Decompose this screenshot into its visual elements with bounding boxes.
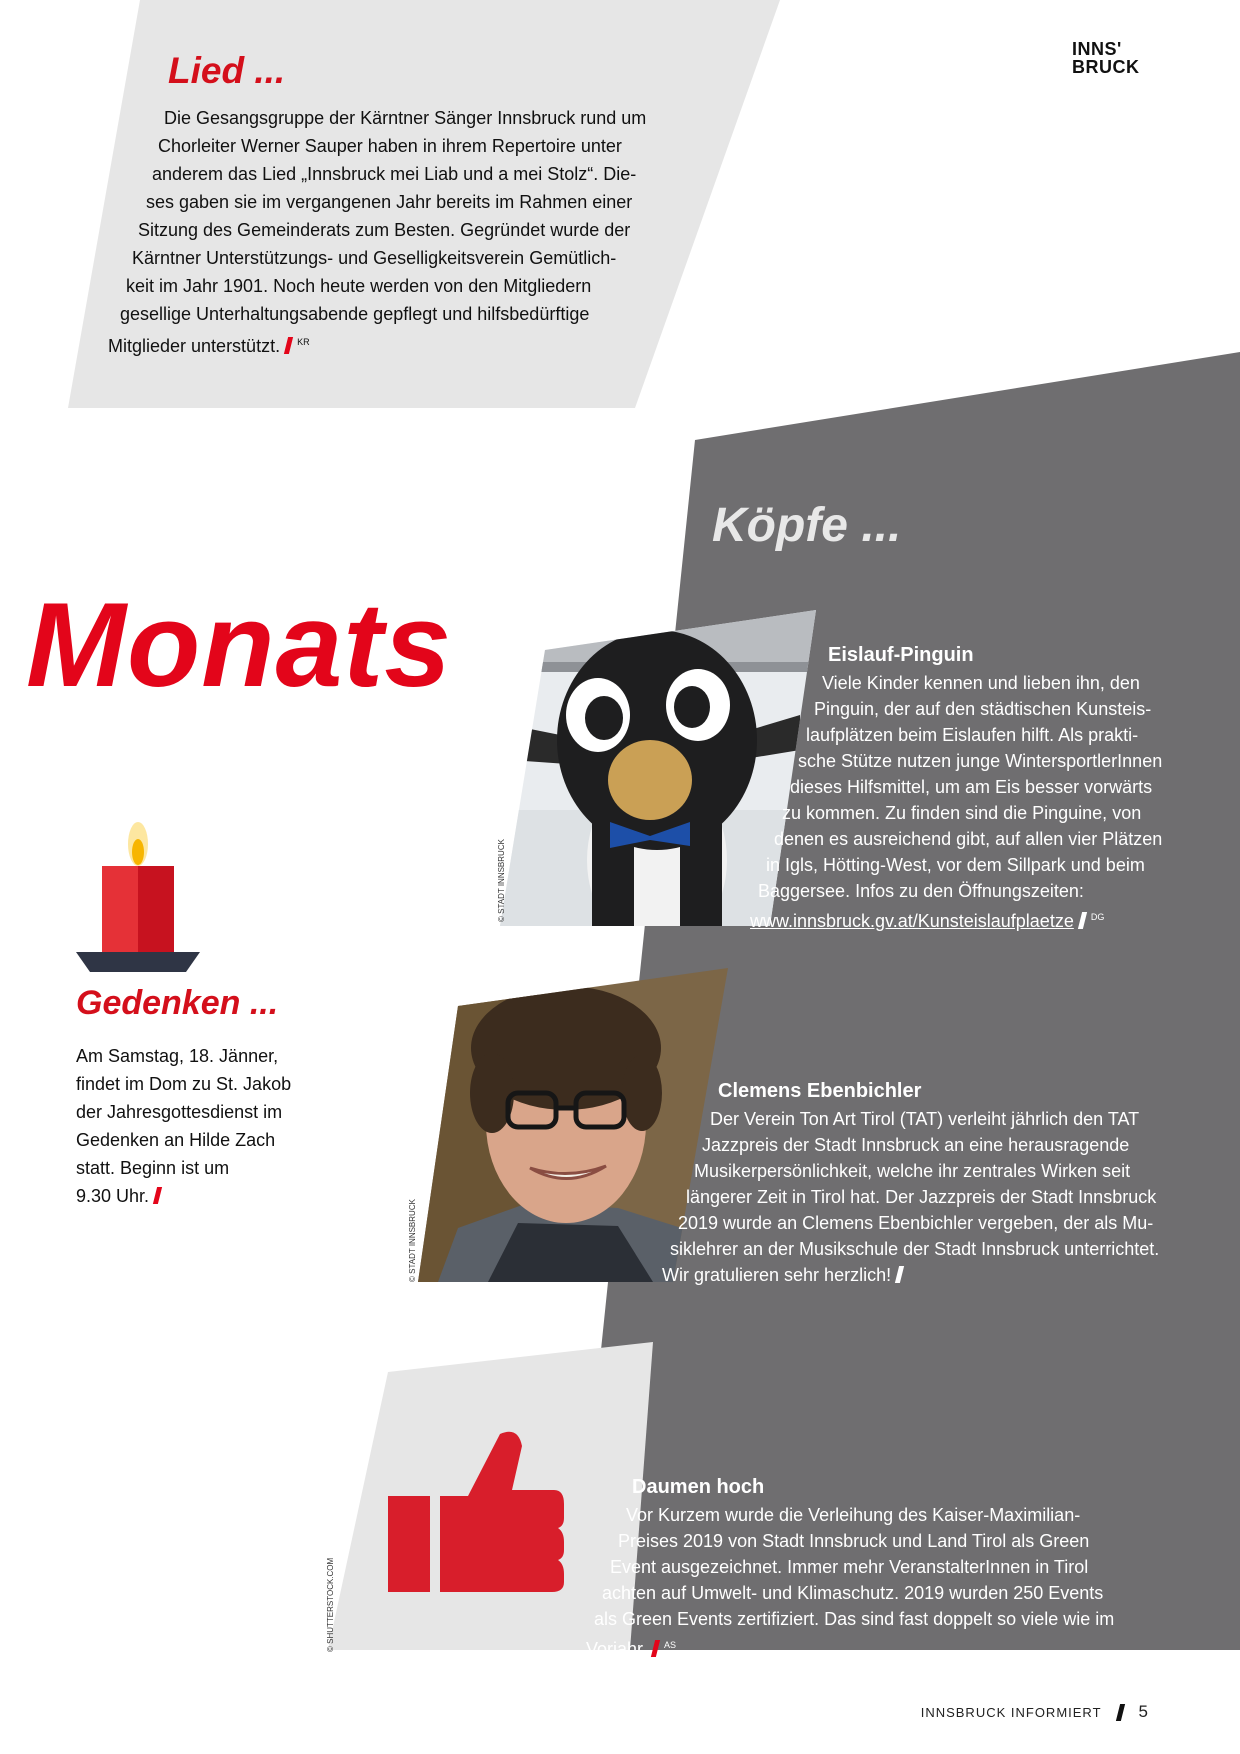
monats-title: Monats	[26, 578, 452, 712]
clemens-line: 2019 wurde an Clemens Ebenbichler vergeben, der als Mu-	[678, 1213, 1154, 1233]
clemens-line: Musikerpersönlichkeit, welche ihr zentrales Wirken seit	[694, 1161, 1131, 1181]
lied-line: gesellige Unterhaltungsabende gepflegt und hilfsbedürftige	[120, 304, 590, 324]
photo-credit: © SHUTTERSTOCK.COM	[326, 1557, 335, 1652]
photo-credit: © STADT INNSBRUCK	[497, 839, 506, 922]
gedenken-title: Gedenken ...	[76, 984, 279, 1022]
lied-line: Sitzung des Gemeinderats zum Besten. Gegründet wurde der	[138, 220, 631, 240]
koepfe-title: Köpfe ...	[712, 499, 902, 552]
author-tag: DG	[1090, 912, 1105, 922]
pinguin-title: Eislauf-Pinguin	[828, 644, 974, 666]
page-number: 5	[1138, 1702, 1148, 1721]
pinguin-line: Baggersee. Infos zu den Öffnungszeiten:	[758, 881, 1084, 901]
slash-mark	[284, 337, 293, 354]
pinguin-text	[740, 670, 1180, 934]
pinguin-line: zu kommen. Zu finden sind die Pinguine, von	[782, 803, 1142, 823]
pinguin-line: Pinguin, der auf den städtischen Kunsteis-	[814, 699, 1152, 719]
daumen-line: Preises 2019 von Stadt Innsbruck und Land Tirol als Green	[618, 1531, 1090, 1551]
clemens-text	[662, 1106, 1182, 1288]
lied-line: Kärntner Unterstützungs- und Geselligkeitsverein Gemütlich-	[132, 248, 617, 268]
lied-title: Lied ...	[168, 50, 286, 91]
lied-text	[108, 104, 648, 360]
author-tag: AS	[664, 1640, 677, 1650]
gedenken-line: der Jahresgottesdienst im	[76, 1102, 283, 1122]
daumen-line: Vorjahr.	[586, 1639, 648, 1659]
logo-line-1: INNS'	[1072, 39, 1122, 59]
clemens-line: siklehrer an der Musikschule der Stadt Innsbruck unterrichtet.	[670, 1239, 1160, 1259]
slash-mark	[895, 1266, 904, 1283]
slash-mark	[153, 1187, 162, 1204]
daumen-line: Vor Kurzem wurde die Verleihung des Kaiser-Maximilian-	[626, 1505, 1081, 1525]
thumbs-up-icon	[388, 1426, 564, 1602]
gedenken-line: 9.30 Uhr.	[76, 1186, 150, 1206]
footer-label: INNSBRUCK INFORMIERT	[920, 1704, 1102, 1720]
innsbruck-logo	[1072, 40, 1140, 76]
page-footer	[921, 1702, 1148, 1722]
daumen-line: achten auf Umwelt- und Klimaschutz. 2019 wurden 250 Events	[602, 1583, 1104, 1603]
gedenken-line: Am Samstag, 18. Jänner,	[76, 1046, 279, 1066]
daumen-line: Event ausgezeichnet. Immer mehr VeranstalterInnen in Tirol	[610, 1557, 1089, 1577]
lied-line: Chorleiter Werner Sauper haben in ihrem Repertoire unter	[158, 136, 622, 156]
clemens-line: Jazzpreis der Stadt Innsbruck an eine herausragende	[702, 1135, 1130, 1155]
pinguin-line: sche Stütze nutzen junge WintersportlerInnen	[798, 751, 1163, 771]
kunsteislauf-link[interactable]: www.innsbruck.gv.at/Kunsteislaufplaetze	[750, 911, 1074, 931]
pinguin-line: Viele Kinder kennen und lieben ihn, den	[822, 673, 1140, 693]
pinguin-line: denen es ausreichend gibt, auf allen vier Plätzen	[774, 829, 1163, 849]
pinguin-line: in Igls, Hötting-West, vor dem Sillpark und beim	[766, 855, 1145, 875]
clemens-line: Der Verein Ton Art Tirol (TAT) verleiht jährlich den TAT	[710, 1109, 1140, 1129]
gedenken-line: findet im Dom zu St. Jakob	[76, 1074, 292, 1094]
lied-line: ses gaben sie im vergangenen Jahr bereits im Rahmen einer	[146, 192, 633, 212]
gedenken-line: statt. Beginn ist um	[76, 1158, 230, 1178]
candle-icon	[76, 822, 202, 972]
clemens-title: Clemens Ebenbichler	[718, 1080, 922, 1102]
logo-line-2: BRUCK	[1072, 57, 1140, 77]
slash-mark	[651, 1640, 660, 1657]
daumen-text	[584, 1502, 1144, 1662]
clemens-line: Wir gratulieren sehr herzlich!	[662, 1265, 892, 1285]
lied-line: Die Gesangsgruppe der Kärntner Sänger Innsbruck rund um	[164, 108, 647, 128]
gedenken-line: Gedenken an Hilde Zach	[76, 1130, 276, 1150]
lied-line: keit im Jahr 1901. Noch heute werden von den Mitgliedern	[126, 276, 592, 296]
photo-credit: © STADT INNSBRUCK	[408, 1199, 417, 1282]
pinguin-line: laufplätzen beim Eislaufen hilft. Als prakti-	[806, 725, 1139, 745]
clemens-line: längerer Zeit in Tirol hat. Der Jazzpreis der Stadt Innsbruck	[686, 1187, 1157, 1207]
pinguin-line: dieses Hilfsmittel, um am Eis besser vorwärts	[790, 777, 1153, 797]
lied-line: anderem das Lied „Innsbruck mei Liab und a mei Stolz“. Die-	[152, 164, 637, 184]
gedenken-text	[76, 1042, 316, 1210]
lied-line: Mitglieder unterstützt.	[108, 336, 281, 356]
slash-mark	[1115, 1704, 1124, 1721]
daumen-line: als Green Events zertifiziert. Das sind fast doppelt so viele wie im	[594, 1609, 1115, 1629]
slash-mark	[1078, 912, 1087, 929]
author-tag: KR	[297, 337, 310, 347]
daumen-title: Daumen hoch	[632, 1476, 765, 1498]
